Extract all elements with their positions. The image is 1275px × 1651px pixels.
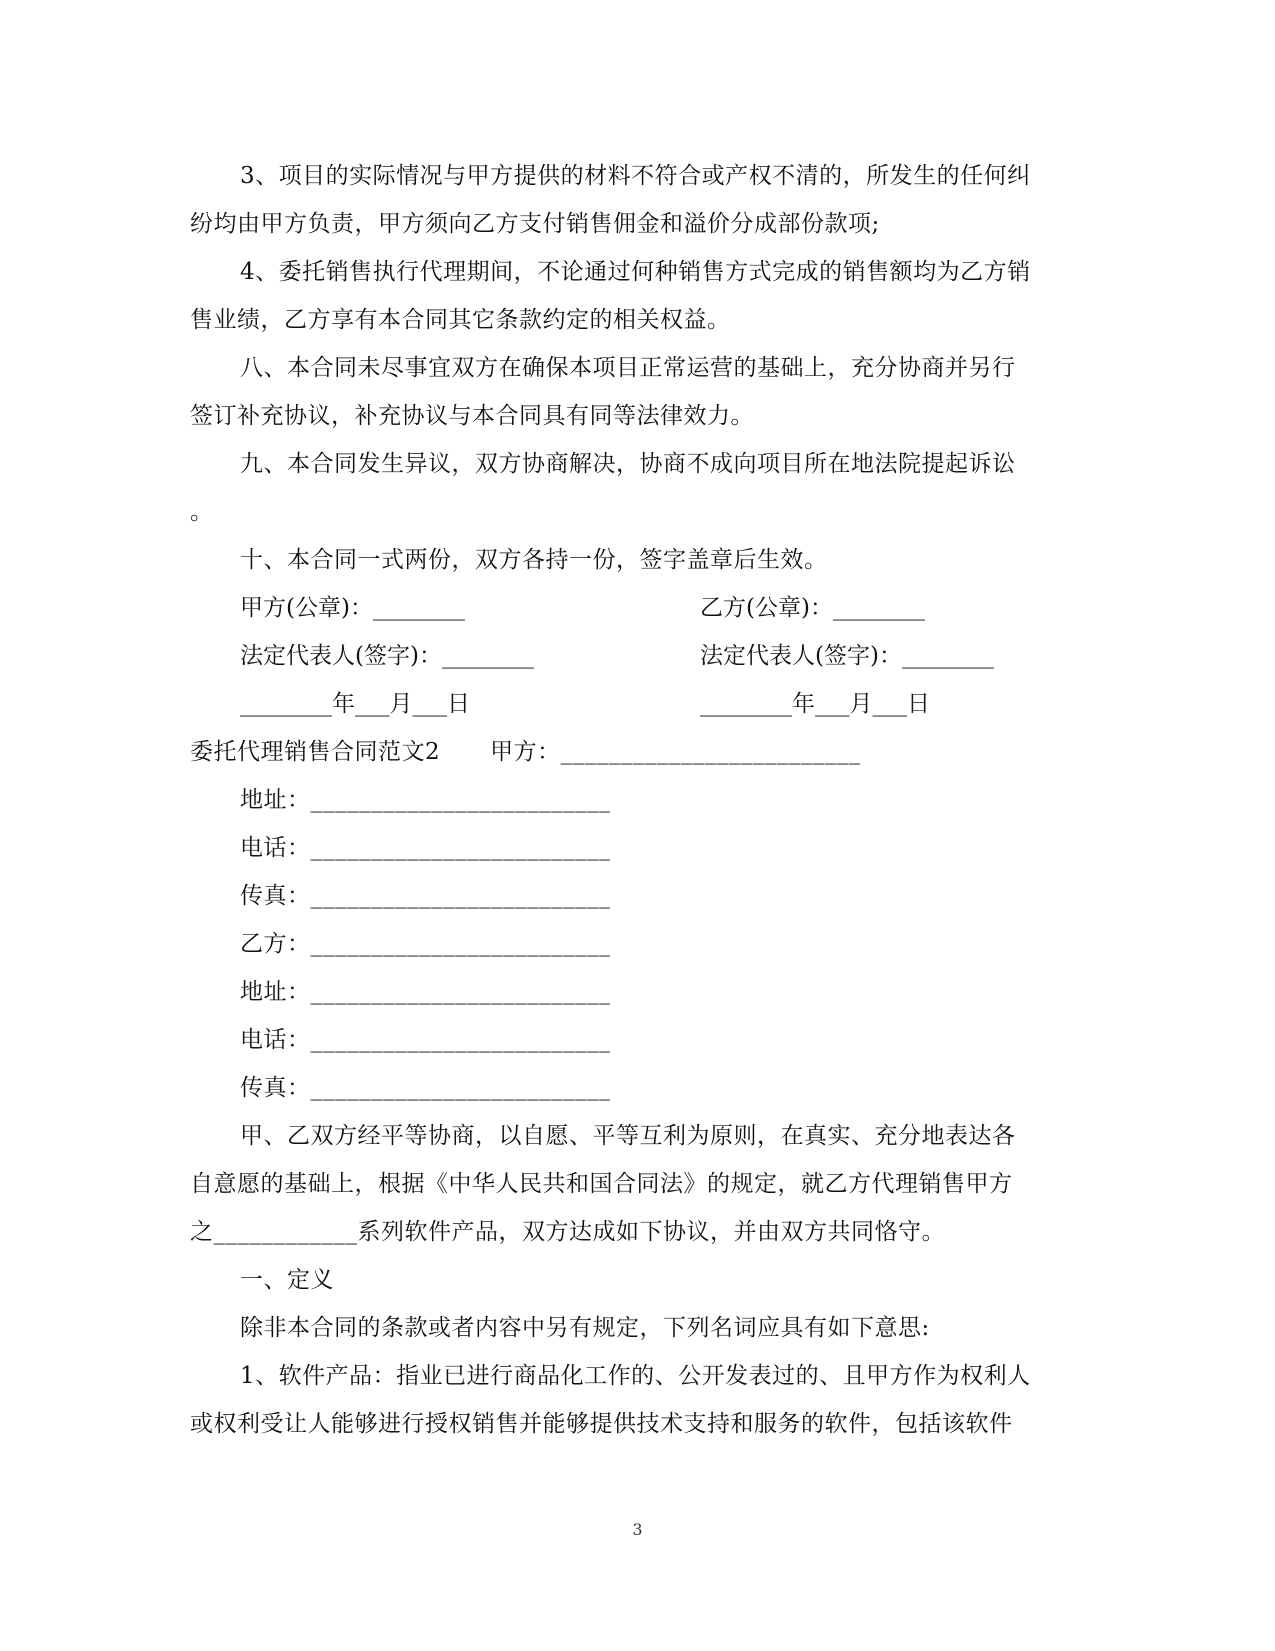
party-field-line: 地址：_________________________ [240, 979, 611, 1005]
contract2-title: 委托代理销售合同范文2 [190, 739, 441, 765]
party-field-line: 电话：_________________________ [240, 1027, 611, 1053]
paragraph-line: 或权利受让人能够进行授权销售并能够提供技术支持和服务的软件，包括该软件 [190, 1411, 1013, 1437]
party-a-seal-field: 甲方(公章)：________ [240, 595, 465, 621]
paragraph-line: 。 [190, 499, 214, 525]
party-b-date-field: ________年___月___日 [700, 691, 930, 717]
signature-row-date [190, 680, 1090, 728]
party-field-line: 传真：_________________________ [240, 1075, 611, 1101]
paragraph-line: 4、委托销售执行代理期间，不论通过何种销售方式完成的销售额均为乙方销 [240, 259, 1031, 285]
page-number: 3 [632, 1520, 643, 1539]
paragraph-line: 签订补充协议，补充协议与本合同具有同等法律效力。 [190, 403, 754, 429]
paragraph-line: 1、软件产品：指业已进行商品化工作的、公开发表过的、且甲方作为权利人 [240, 1363, 1031, 1389]
signature-row-representative [190, 632, 1090, 680]
paragraph-line: 售业绩，乙方享有本合同其它条款约定的相关权益。 [190, 307, 731, 333]
party-a-representative-field: 法定代表人(签字)：________ [240, 643, 534, 669]
signature-row-seal [190, 584, 1090, 632]
party-field-line: 乙方：_________________________ [240, 931, 611, 957]
party-field-line: 电话：_________________________ [240, 835, 611, 861]
section-heading: 一、定义 [240, 1267, 334, 1293]
contract2-heading-line [190, 728, 1090, 776]
paragraph-line: 甲、乙双方经平等协商，以自愿、平等互利为原则，在真实、充分地表达各 [240, 1123, 1016, 1149]
paragraph-line: 之____________系列软件产品，双方达成如下协议，并由双方共同恪守。 [190, 1219, 945, 1245]
party-field-line: 地址：_________________________ [240, 787, 611, 813]
party-b-seal-field: 乙方(公章)：________ [700, 595, 925, 621]
party-a-date-field: ________年___月___日 [240, 691, 470, 717]
contract2-party-a-field: 甲方：_________________________ [490, 739, 861, 765]
paragraph-line: 自意愿的基础上，根据《中华人民共和国合同法》的规定，就乙方代理销售甲方 [190, 1171, 1013, 1197]
party-field-line: 传真：_________________________ [240, 883, 611, 909]
party-b-representative-field: 法定代表人(签字)：________ [700, 643, 994, 669]
paragraph-line: 纷均由甲方负责，甲方须向乙方支付销售佣金和溢价分成部份款项; [190, 211, 880, 237]
paragraph-line: 九、本合同发生异议，双方协商解决，协商不成向项目所在地法院提起诉讼 [240, 451, 1016, 477]
paragraph-line: 八、本合同未尽事宜双方在确保本项目正常运营的基础上，充分协商并另行 [240, 355, 1016, 381]
paragraph-line: 十、本合同一式两份，双方各持一份，签字盖章后生效。 [240, 547, 828, 573]
document-body [190, 152, 1090, 1448]
paragraph-line: 除非本合同的条款或者内容中另有规定，下列名词应具有如下意思: [240, 1315, 930, 1341]
paragraph-line: 3、项目的实际情况与甲方提供的材料不符合或产权不清的，所发生的任何纠 [240, 163, 1031, 189]
